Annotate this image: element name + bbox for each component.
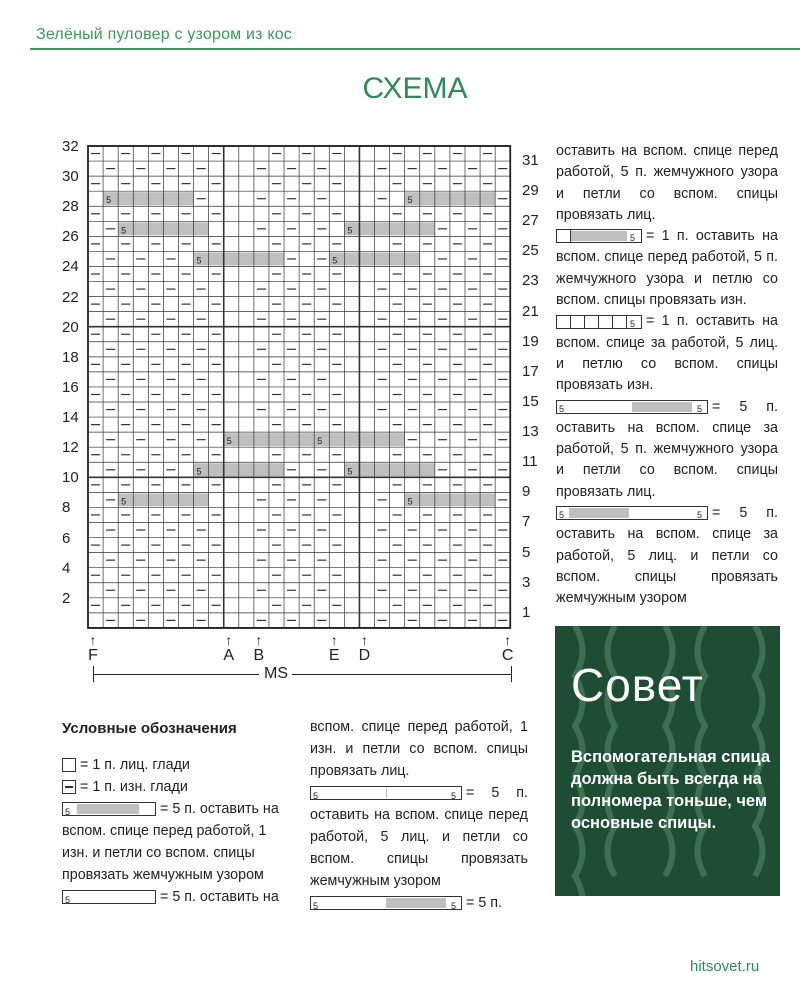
right-row-number: 23	[522, 272, 539, 290]
right-text-column	[556, 141, 778, 610]
right-row-number: 1	[522, 603, 531, 621]
symbol-cross-5-5-shaded: 5 5	[556, 400, 708, 414]
ms-tick-right	[511, 666, 512, 682]
right-row-number: 31	[522, 152, 539, 169]
header-title: Зелёный пуловер с узором из кос	[36, 26, 293, 43]
cable-number: 5	[347, 466, 353, 477]
cable-number: 5	[347, 225, 353, 236]
left-row-number: 14	[62, 409, 79, 427]
left-row-number: 26	[62, 228, 79, 246]
right-row-number: 5	[522, 543, 531, 561]
right-row-number: 25	[522, 242, 539, 260]
cable-number: 5	[196, 466, 202, 477]
symbol-cross-5-5-plain: 5 5	[556, 506, 708, 520]
legend-item-cable-1: 5 = 5 п. оставить на вспом. спице перед работой, 1 изн. и петли со вспом. спицы провязать жемчужным узором	[62, 801, 279, 883]
ms-label: MS	[264, 665, 288, 682]
right-row-number: 11	[522, 453, 538, 471]
left-row-number: 32	[62, 138, 79, 155]
right-row-number: 7	[522, 513, 531, 531]
legend-item-knit: = 1 п. лиц. глади	[62, 754, 292, 776]
legend-item-purl: = 1 п. изн. глади	[62, 776, 292, 798]
right-row-number: 27	[522, 212, 539, 230]
ms-line-left	[93, 674, 259, 675]
left-row-number: 28	[62, 198, 79, 216]
tip-title: Совет	[571, 659, 704, 711]
symbol-cross-5-5-front-shaded: 5 5	[310, 896, 462, 910]
symbol-cross-5-5-front: 5 5	[310, 786, 462, 800]
cable-number: 5	[121, 225, 127, 236]
column-marker: ↑ F	[88, 632, 98, 664]
page-title: СХЕМА	[362, 72, 468, 105]
right-row-number: 3	[522, 573, 531, 591]
cable-number: 5	[196, 255, 202, 266]
left-row-number: 4	[62, 559, 71, 577]
middle-text-p2: 5 5 = 5 п. оставить на вспом. спице перед работой, 5 лиц. и петли со вспом. спицы провязать жемчужным узором	[310, 785, 528, 889]
right-text-p1: оставить на вспом. спице перед работой, 5 п. жемчужного узора и петли со вспом. спицы провязать лиц.	[556, 143, 778, 223]
column-marker: ↑ E	[328, 632, 340, 664]
cable-number: 5	[106, 195, 112, 206]
purl-stitch-symbol	[62, 780, 76, 794]
column-marker: ↑ B	[253, 632, 265, 664]
right-row-number: 19	[522, 332, 539, 350]
symbol-cross-1-5-left: 5	[556, 229, 642, 243]
right-text-p4: 5 5 = 5 п. оставить на вспом. спице за работой, 5 п. жемчужного узора и петли со вспом. спицы провязать лиц.	[556, 398, 778, 500]
right-text-p2: 5 = 1 п. оставить на вспом. спице перед работой, 5 п. жемчужного узора и петлю со вспом. спицы провязать изн.	[556, 228, 778, 309]
right-text-p3: 5 = 1 п. оставить на вспом. спице за работой, 5 лиц. и петлю со вспом. спицы провязать изн.	[556, 313, 778, 394]
left-row-number: 2	[62, 589, 71, 607]
symbol-cable-5-1: 5	[62, 802, 156, 816]
right-row-number: 29	[522, 182, 539, 200]
left-row-number: 18	[62, 348, 79, 366]
cable-number: 5	[332, 255, 338, 266]
symbol-cable-5-1-plain: 5	[62, 890, 156, 904]
right-row-number: 9	[522, 483, 531, 501]
ms-line-right	[292, 674, 511, 675]
left-row-number: 22	[62, 288, 79, 306]
legend	[62, 718, 292, 908]
left-row-number: 24	[62, 258, 79, 276]
cable-number: 5	[407, 195, 413, 206]
column-marker: ↑ C	[501, 632, 514, 664]
column-marker: ↑ D	[358, 632, 371, 664]
tip-text: Вспомогательная спица должна быть всегда на полномера тоньше, чем основные спицы.	[571, 748, 771, 832]
left-row-number: 16	[62, 378, 79, 396]
right-text-p5: 5 5 = 5 п. оставить на вспом. спице за работой, 5 лиц. и петли со вспом. спицы провязать жемчужным узором	[556, 505, 778, 607]
right-row-number: 15	[522, 392, 539, 410]
cable-number: 5	[226, 436, 232, 447]
left-row-number: 12	[62, 439, 79, 457]
left-row-number: 6	[62, 529, 71, 547]
left-row-number: 30	[62, 168, 79, 186]
middle-text-p3: 5 5 = 5 п.	[310, 892, 528, 914]
knit-stitch-symbol	[62, 758, 76, 772]
tip-box	[555, 626, 780, 896]
column-marker: ↑ A	[223, 632, 235, 664]
symbol-cross-1-5-right: 5	[556, 315, 642, 329]
ms-tick-left	[93, 666, 94, 682]
middle-text-column	[310, 716, 528, 914]
cable-number: 5	[407, 496, 413, 507]
left-row-number: 20	[62, 318, 79, 336]
footer-url[interactable]: hitsovet.ru	[690, 958, 760, 975]
cable-number: 5	[317, 436, 323, 447]
left-row-number: 10	[62, 469, 79, 487]
legend-title: Условные обозначения	[62, 720, 237, 737]
middle-text-p1: вспом. спице перед работой, 1 изн. и петли со вспом. спицы провязать лиц.	[310, 719, 528, 779]
left-row-number: 8	[62, 499, 71, 517]
right-row-number: 17	[522, 362, 539, 380]
right-row-number: 21	[522, 302, 539, 320]
cable-number: 5	[121, 496, 127, 507]
legend-item-cable-2: 5 = 5 п. оставить на	[62, 886, 292, 908]
right-row-number: 13	[522, 423, 539, 441]
